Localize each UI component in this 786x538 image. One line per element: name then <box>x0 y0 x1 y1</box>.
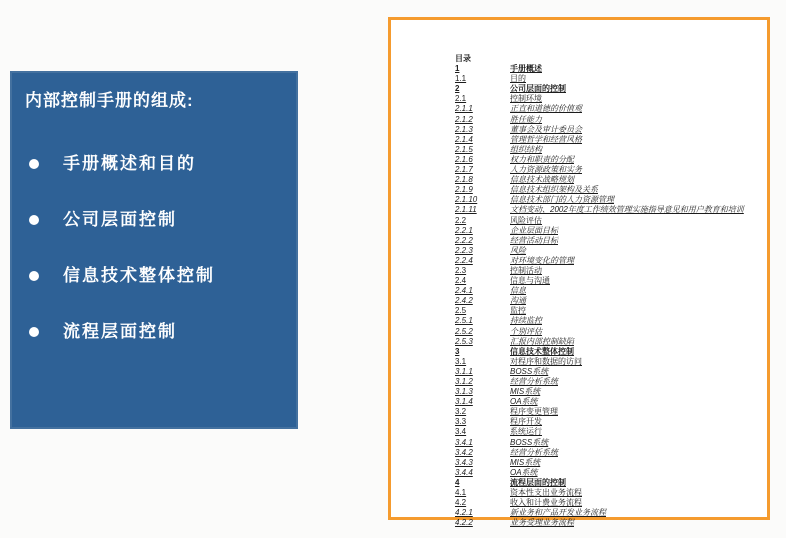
toc-row-number[interactable]: 2.2.3 <box>455 245 473 255</box>
toc-row-number[interactable]: 3.1.2 <box>455 377 473 386</box>
toc-row-title[interactable]: 企业层面目标 <box>510 225 558 235</box>
toc-row-number[interactable]: 2.4 <box>455 276 467 286</box>
toc-row[interactable] <box>455 478 763 488</box>
intro-panel <box>10 71 298 429</box>
toc-row[interactable] <box>455 104 763 114</box>
toc-row-title[interactable]: 经营分析系统 <box>510 377 558 386</box>
toc-row[interactable] <box>455 407 763 417</box>
toc-row-number[interactable]: 4.1 <box>455 488 467 498</box>
toc-row[interactable] <box>455 397 763 407</box>
toc-row-title[interactable]: 程序开发 <box>510 417 542 427</box>
toc-row-number[interactable]: 2.1.1 <box>455 104 473 114</box>
toc-row[interactable] <box>455 347 763 357</box>
toc-row-number[interactable]: 2.4.1 <box>455 286 473 296</box>
toc-row-title[interactable]: 文档变动、2002年度工作绩效管理实施指导意见和用户教育和培训 <box>510 205 744 215</box>
toc-row[interactable] <box>455 84 763 94</box>
bullet-label: 公司层面控制 <box>63 210 177 229</box>
toc-row-title[interactable]: 资本性支出业务流程 <box>510 488 582 498</box>
toc-row-title[interactable]: 信息技术战略规划 <box>510 175 574 185</box>
toc-row[interactable] <box>455 327 763 337</box>
toc-row-title[interactable]: MIS系统 <box>510 457 541 467</box>
toc-row-title[interactable]: 经营分析系统 <box>510 447 558 457</box>
toc-row[interactable] <box>455 266 763 276</box>
toc-row-title[interactable]: 监控 <box>510 306 526 316</box>
toc-row-title[interactable]: 系统运行 <box>510 427 542 437</box>
toc-row[interactable] <box>455 316 763 326</box>
toc-row[interactable] <box>455 458 763 468</box>
toc-row-number[interactable]: 4 <box>455 477 460 487</box>
toc-row[interactable] <box>455 518 763 528</box>
toc-row-number[interactable]: 2.1.4 <box>455 134 473 144</box>
toc-list <box>455 64 763 528</box>
toc-row-number[interactable]: 2.1.2 <box>455 114 473 124</box>
toc-row-title[interactable]: OA系统 <box>510 397 538 407</box>
toc-row-title[interactable]: 信息技术整体控制 <box>510 346 574 356</box>
toc-row-title[interactable]: BOSS系统 <box>510 366 549 376</box>
toc-row-number[interactable]: 2.1.5 <box>455 144 473 154</box>
toc-row[interactable] <box>455 498 763 508</box>
toc-row-number[interactable]: 2.4.2 <box>455 296 473 306</box>
toc-row[interactable] <box>455 115 763 125</box>
toc-row[interactable] <box>455 195 763 205</box>
toc-row[interactable] <box>455 387 763 397</box>
toc-row-title[interactable]: 组织结构 <box>510 144 542 154</box>
toc-row-number[interactable]: 2.5.2 <box>455 326 473 336</box>
toc-row[interactable] <box>455 377 763 387</box>
bullet-item <box>29 153 288 175</box>
toc-row-number[interactable]: 2.1.8 <box>455 175 473 185</box>
toc-row[interactable] <box>455 306 763 316</box>
toc-row-title[interactable]: 程序变更管理 <box>510 407 558 417</box>
toc-row-number[interactable]: 3.4.3 <box>455 457 473 467</box>
panel-title: 内部控制手册的组成: <box>25 91 194 110</box>
toc-row-number[interactable]: 4.2.1 <box>455 508 473 518</box>
toc-row-number[interactable]: 2.2.1 <box>455 225 473 235</box>
toc-row[interactable] <box>455 246 763 256</box>
toc-row-number[interactable]: 2.5.1 <box>455 316 473 326</box>
toc-row[interactable] <box>455 427 763 437</box>
bullet-icon <box>29 327 39 337</box>
toc-row-title[interactable]: 个别评估 <box>510 326 542 336</box>
toc-row-number[interactable]: 2.1.3 <box>455 124 473 134</box>
bullet-item <box>29 265 288 287</box>
bullet-label: 流程层面控制 <box>63 322 177 341</box>
toc-row-number[interactable]: 3.4.4 <box>455 467 473 477</box>
bullet-list <box>29 153 288 377</box>
toc-row-number[interactable]: 2.1.11 <box>455 205 477 215</box>
toc-row-title[interactable]: 手册概述 <box>510 64 542 74</box>
toc-row[interactable] <box>455 468 763 478</box>
toc-row[interactable] <box>455 94 763 104</box>
toc-row-number[interactable]: 2.2.4 <box>455 255 473 265</box>
toc-row-title[interactable]: 持续监控 <box>510 316 542 326</box>
toc-row-number[interactable]: 2.1.7 <box>455 165 473 175</box>
toc-row-number[interactable]: 2.2.2 <box>455 235 473 245</box>
toc-row[interactable] <box>455 448 763 458</box>
toc-row-title[interactable]: 风险评估 <box>510 215 542 225</box>
toc-row-title[interactable]: 对程序和数据的访问 <box>510 356 582 366</box>
toc-row-number[interactable]: 4.2.2 <box>455 518 473 528</box>
toc-row[interactable] <box>455 64 763 74</box>
toc-row-title[interactable]: 信息 <box>510 286 526 296</box>
toc-row-title[interactable]: 信息与沟通 <box>510 276 550 286</box>
toc-row-title[interactable]: 业务受理业务流程 <box>510 518 574 528</box>
bullet-icon <box>29 159 39 169</box>
toc-row-number[interactable]: 3 <box>455 346 460 356</box>
toc-row-number[interactable]: 3.1 <box>455 356 467 366</box>
toc-row[interactable] <box>455 226 763 236</box>
bullet-item <box>29 209 288 231</box>
toc-row-title[interactable]: 沟通 <box>510 296 526 306</box>
toc-row-title[interactable]: 经营活动目标 <box>510 235 558 245</box>
toc-row-number[interactable]: 3.4.1 <box>455 437 473 447</box>
toc-row[interactable] <box>455 286 763 296</box>
toc-row[interactable] <box>455 135 763 145</box>
toc-row-title[interactable]: 信息技术部门的人力资源管理 <box>510 195 614 205</box>
toc-row-title[interactable]: 控制活动 <box>510 265 542 275</box>
toc-row[interactable] <box>455 367 763 377</box>
toc-row-number[interactable]: 3.1.1 <box>455 366 473 376</box>
toc-row-number[interactable]: 3.1.4 <box>455 397 473 407</box>
toc-row-number[interactable]: 2.1.6 <box>455 154 473 164</box>
toc-row[interactable] <box>455 256 763 266</box>
toc-row[interactable] <box>455 155 763 165</box>
toc-row-number[interactable]: 2.1.9 <box>455 185 473 195</box>
toc-row[interactable] <box>455 236 763 246</box>
toc-row-number[interactable]: 1 <box>455 64 460 74</box>
toc-document <box>388 17 770 528</box>
toc-row-number[interactable]: 3.4.2 <box>455 447 473 457</box>
toc-row-title[interactable]: 目的 <box>510 74 526 84</box>
toc-row-number[interactable]: 2 <box>455 84 460 94</box>
toc-row-title[interactable]: 对环境变化的管理 <box>510 255 574 265</box>
toc-row-title[interactable]: 流程层面的控制 <box>510 477 566 487</box>
toc-row-number[interactable]: 2.2 <box>455 215 467 225</box>
toc-row[interactable] <box>455 165 763 175</box>
toc-row-title[interactable]: 胜任能力 <box>510 114 542 124</box>
toc-row[interactable] <box>455 74 763 84</box>
toc-row[interactable] <box>455 357 763 367</box>
toc-row[interactable] <box>455 216 763 226</box>
toc-row-title[interactable]: 公司层面的控制 <box>510 84 566 94</box>
toc-row-title[interactable]: OA系统 <box>510 467 538 477</box>
toc-row[interactable] <box>455 438 763 448</box>
toc-row[interactable] <box>455 185 763 195</box>
toc-row-title[interactable]: 收入和计费业务流程 <box>510 498 582 508</box>
toc-row-title[interactable]: 管理哲学和经营风格 <box>510 134 582 144</box>
toc-row-number[interactable]: 3.3 <box>455 417 467 427</box>
toc-row-number[interactable]: 2.3 <box>455 265 467 275</box>
toc-row[interactable] <box>455 145 763 155</box>
toc-row-number[interactable]: 2.1 <box>455 94 467 104</box>
toc-row-title[interactable]: 风险 <box>510 245 526 255</box>
toc-row-number[interactable]: 3.1.3 <box>455 387 473 397</box>
toc-row[interactable] <box>455 296 763 306</box>
toc-row-number[interactable]: 2.5.3 <box>455 336 473 346</box>
toc-row-number[interactable]: 4.2 <box>455 498 467 508</box>
toc-row-number[interactable]: 3.4 <box>455 427 467 437</box>
toc-row[interactable] <box>455 125 763 135</box>
toc-row[interactable] <box>455 205 763 215</box>
bullet-label: 信息技术整体控制 <box>63 266 215 285</box>
bullet-item <box>29 321 288 343</box>
toc-row-number[interactable]: 1.1 <box>455 74 467 84</box>
toc-title: 目录 <box>455 54 471 63</box>
toc-row[interactable] <box>455 508 763 518</box>
toc-row[interactable] <box>455 488 763 498</box>
toc-row-number[interactable]: 2.1.10 <box>455 195 478 205</box>
toc-row-number[interactable]: 3.2 <box>455 407 467 417</box>
toc-row-title[interactable]: BOSS系统 <box>510 437 549 447</box>
toc-row-number[interactable]: 2.5 <box>455 306 467 316</box>
toc-row-title[interactable]: 新业务和产品开发业务流程 <box>510 508 606 518</box>
toc-row-title[interactable]: 信息技术组织架构及关系 <box>510 185 598 195</box>
toc-row-title[interactable]: 汇报内部控制缺陷 <box>510 336 574 346</box>
toc-content <box>455 54 763 528</box>
toc-row-title[interactable]: 董事会及审计委员会 <box>510 124 582 134</box>
bullet-icon <box>29 215 39 225</box>
toc-row[interactable] <box>455 175 763 185</box>
toc-row-title[interactable]: 控制环境 <box>510 94 542 104</box>
bullet-label: 手册概述和目的 <box>63 154 196 173</box>
toc-row-title[interactable]: MIS系统 <box>510 387 541 397</box>
toc-row-title[interactable]: 人力资源政策和实务 <box>510 165 582 175</box>
toc-row[interactable] <box>455 276 763 286</box>
toc-row[interactable] <box>455 337 763 347</box>
toc-row-title[interactable]: 正直和道德的价值观 <box>510 104 582 114</box>
toc-row[interactable] <box>455 417 763 427</box>
toc-row-title[interactable]: 权力和职责的分配 <box>510 154 574 164</box>
bullet-icon <box>29 271 39 281</box>
